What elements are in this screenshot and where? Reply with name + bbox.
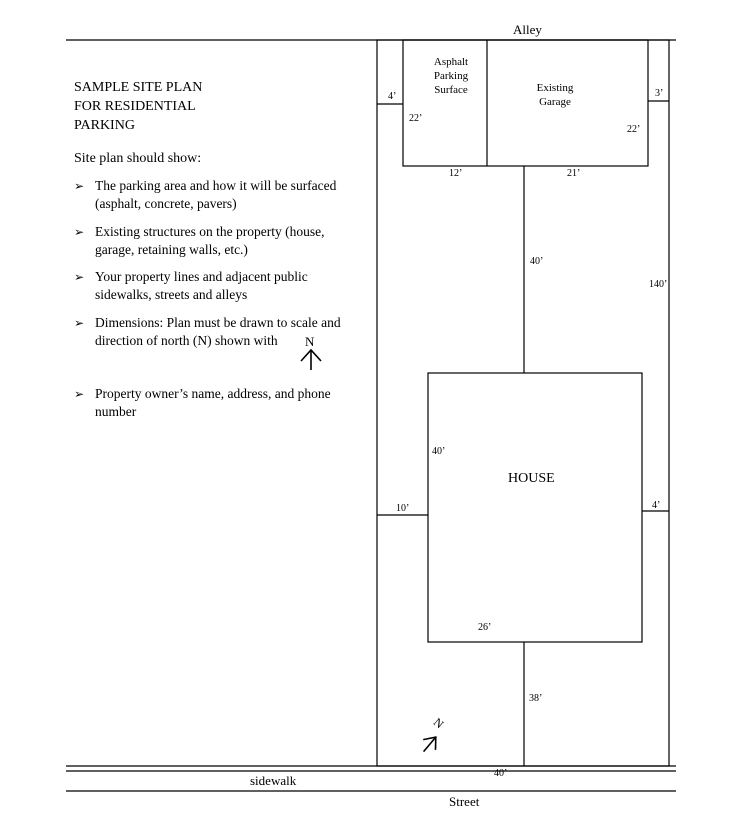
- asphalt-label: Asphalt Parking Surface: [433, 56, 469, 96]
- bullet-text: Your property lines and adjacent public sidewalks, streets and alleys: [95, 269, 308, 302]
- bullet-arrow-icon: ➢: [74, 270, 85, 284]
- bullet-text: Property owner’s name, address, and phone number: [95, 386, 331, 419]
- bullet-arrow-icon: ➢: [74, 225, 85, 239]
- house-label: HOUSE: [508, 471, 555, 486]
- dim-house-to-front: 38’: [529, 693, 543, 704]
- dim-right-setback-house: 4’: [652, 500, 661, 511]
- dim-lot-width: 40’: [494, 768, 508, 779]
- house-footprint: [428, 373, 642, 642]
- bullet-text: The parking area and how it will be surfaced (asphalt, concrete, pavers): [95, 178, 337, 211]
- dim-garage-to-house: 40’: [530, 256, 544, 267]
- garage-label: Existing Garage: [536, 82, 574, 108]
- street-label: Street: [449, 794, 480, 809]
- title-line-2: FOR RESIDENTIAL: [74, 99, 196, 114]
- dim-right-setback-top: 3’: [655, 88, 664, 99]
- sidewalk-label: sidewalk: [250, 773, 297, 788]
- alley-label: Alley: [513, 22, 542, 37]
- dim-garage-width: 21’: [567, 168, 581, 179]
- dim-left-setback-top: 4’: [388, 91, 397, 102]
- dim-house-width: 26’: [478, 622, 492, 633]
- dim-house-depth: 40’: [432, 446, 446, 457]
- title-line-3: PARKING: [74, 118, 135, 133]
- intro-text: Site plan should show:: [74, 151, 202, 166]
- bullet-arrow-icon: ➢: [74, 316, 85, 330]
- dim-parking-depth: 22’: [409, 113, 423, 124]
- dim-lot-depth: 140’: [649, 279, 668, 290]
- bullet-text: Dimensions: Plan must be drawn to scale and direction of north (N) shown with: [95, 315, 341, 348]
- title-line-1: SAMPLE SITE PLAN: [74, 80, 203, 95]
- north-letter: N: [305, 334, 315, 349]
- dim-left-setback-house: 10’: [396, 503, 410, 514]
- bullet-arrow-icon: ➢: [74, 387, 85, 401]
- bullet-arrow-icon: ➢: [74, 179, 85, 193]
- dim-garage-depth: 22’: [627, 124, 641, 135]
- plan-north-arrow-icon: [417, 732, 441, 757]
- lot-boundary: [377, 40, 669, 766]
- dim-parking-width: 12’: [449, 168, 463, 179]
- plan-north-letter: N: [430, 714, 447, 732]
- bullet-text: Existing structures on the property (house, garage, retaining walls, etc.): [95, 224, 325, 257]
